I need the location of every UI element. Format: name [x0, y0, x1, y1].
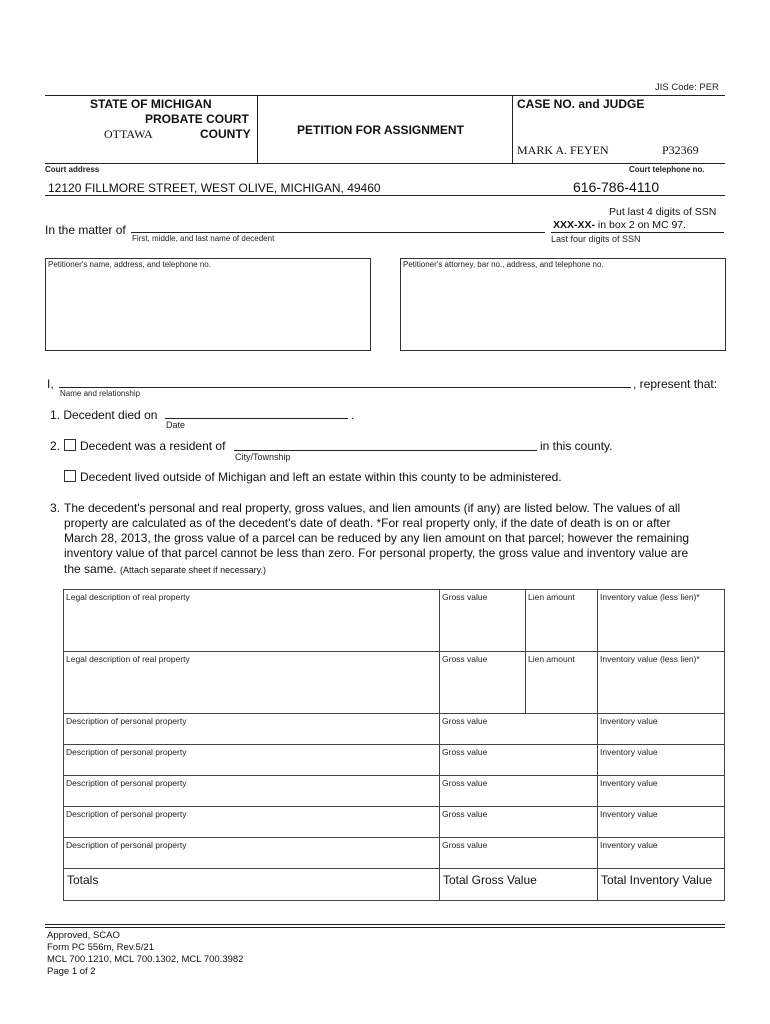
attorney-box[interactable]	[400, 258, 726, 351]
name-relationship-line[interactable]	[59, 387, 631, 388]
court-phone[interactable]: 616-786-4110	[573, 179, 660, 195]
totals-label: Totals	[64, 869, 440, 901]
item-3-last: the same.	[64, 562, 117, 576]
real-property-row	[64, 590, 725, 652]
county-name[interactable]: OTTAWA	[104, 127, 153, 141]
personal-gross-cell[interactable]: Gross value	[440, 745, 598, 776]
real-inventory-cell[interactable]: Inventory value (less lien)*	[598, 652, 725, 714]
item-3-line-5	[64, 562, 266, 576]
ssn-hint-2: in box 2 on MC 97.	[595, 219, 687, 231]
real-lien-cell[interactable]: Lien amount	[526, 652, 598, 714]
address-rule	[45, 195, 725, 196]
header-divider-left	[257, 95, 258, 163]
date-label: Date	[166, 420, 186, 430]
represent-text: , represent that:	[633, 377, 718, 391]
personal-gross-cell[interactable]: Gross value	[440, 807, 598, 838]
personal-property-row	[64, 776, 725, 807]
footer-rule	[45, 924, 725, 925]
resident-option[interactable]	[64, 439, 225, 453]
personal-description-cell[interactable]: Description of personal property	[64, 838, 440, 869]
personal-property-row	[64, 838, 725, 869]
county-label: COUNTY	[200, 127, 251, 141]
footer-rule-2	[45, 927, 725, 928]
total-gross-cell[interactable]: Total Gross Value	[440, 869, 598, 901]
header-top-rule	[45, 95, 725, 96]
item-1-end: .	[351, 408, 355, 422]
court-name: PROBATE COURT	[145, 112, 249, 126]
judge-bar-no[interactable]: P32369	[662, 143, 699, 157]
totals-row	[64, 869, 725, 901]
real-inventory-cell[interactable]: Inventory value (less lien)*	[598, 590, 725, 652]
item-3-note: (Attach separate sheet if necessary.)	[120, 565, 266, 575]
case-label: CASE NO. and JUDGE	[517, 97, 645, 111]
resident-checkbox[interactable]	[64, 439, 76, 451]
personal-description-cell[interactable]: Description of personal property	[64, 776, 440, 807]
item-3-line-3: March 28, 2013, the gross value of a parcel can be reduced by any lien amount on that parcel; however the remaining	[64, 531, 690, 545]
total-inventory-cell[interactable]: Total Inventory Value	[598, 869, 725, 901]
item-3-number: 3.	[50, 501, 61, 515]
i-label: I,	[47, 377, 54, 391]
outside-michigan-text: Decedent lived outside of Michigan and left an estate within this county to be administered.	[80, 470, 562, 484]
personal-gross-cell[interactable]: Gross value	[440, 838, 598, 869]
form-title: PETITION FOR ASSIGNMENT	[297, 123, 464, 137]
attorney-label: Petitioner's attorney, bar no., address, and telephone no.	[403, 260, 604, 269]
personal-gross-cell[interactable]: Gross value	[440, 714, 598, 745]
outside-michigan-checkbox[interactable]	[64, 470, 76, 482]
real-gross-cell[interactable]: Gross value	[440, 590, 526, 652]
real-description-cell[interactable]: Legal description of real property	[64, 652, 440, 714]
header-divider-right	[512, 95, 513, 163]
footer-mcl: MCL 700.1210, MCL 700.1302, MCL 700.3982	[47, 954, 244, 965]
state-name: STATE OF MICHIGAN	[90, 97, 212, 111]
outside-michigan-option[interactable]	[64, 470, 562, 484]
matter-prefix: In the matter of	[45, 223, 126, 237]
personal-inventory-cell[interactable]: Inventory value	[598, 745, 725, 776]
footer-page-number: Page 1 of 2	[47, 966, 96, 977]
real-lien-cell[interactable]: Lien amount	[526, 590, 598, 652]
personal-inventory-cell[interactable]: Inventory value	[598, 838, 725, 869]
footer-approved: Approved, SCAO	[47, 930, 120, 941]
judge-name[interactable]: MARK A. FEYEN	[517, 143, 609, 157]
personal-description-cell[interactable]: Description of personal property	[64, 714, 440, 745]
item-2-number: 2.	[50, 439, 61, 453]
personal-description-cell[interactable]: Description of personal property	[64, 745, 440, 776]
name-relationship-label: Name and relationship	[60, 389, 141, 398]
item-3-line-2: property are calculated as of the decedent's date of death. *For real property only, if the date of death is on or after	[64, 516, 671, 530]
petitioner-box[interactable]	[45, 258, 371, 351]
city-label: City/Township	[235, 452, 291, 462]
personal-inventory-cell[interactable]: Inventory value	[598, 776, 725, 807]
real-description-cell[interactable]: Legal description of real property	[64, 590, 440, 652]
court-address-label: Court address	[45, 165, 100, 174]
personal-inventory-cell[interactable]: Inventory value	[598, 807, 725, 838]
court-address[interactable]: 12120 FILLMORE STREET, WEST OLIVE, MICHIGAN, 49460	[48, 181, 381, 195]
footer-form-number: Form PC 556m, Rev.5/21	[47, 942, 155, 953]
death-date-line[interactable]	[165, 418, 348, 419]
ssn-value: XXX-XX-	[553, 219, 596, 231]
property-table	[63, 589, 725, 901]
item-3-line-1: The decedent's personal and real property, gross values, and lien amounts (if any) are listed below. The values of all	[64, 501, 681, 515]
personal-description-cell[interactable]: Description of personal property	[64, 807, 440, 838]
personal-property-row	[64, 714, 725, 745]
real-property-row	[64, 652, 725, 714]
personal-gross-cell[interactable]: Gross value	[440, 776, 598, 807]
ssn-label: Last four digits of SSN	[551, 234, 641, 244]
personal-inventory-cell[interactable]: Inventory value	[598, 714, 725, 745]
item-3-line-4: inventory value of that parcel cannot be less than zero. For personal property, the gross value and inventory value are	[64, 546, 689, 560]
personal-property-row	[64, 745, 725, 776]
decedent-name-label: First, middle, and last name of decedent	[132, 234, 275, 243]
item-2a-end: in this county.	[540, 439, 613, 453]
court-phone-label: Court telephone no.	[629, 165, 705, 174]
ssn-hint: Put last 4 digits of SSN	[609, 206, 717, 218]
personal-property-row	[64, 807, 725, 838]
jis-code: JIS Code: PER	[655, 82, 719, 93]
city-line[interactable]	[234, 450, 537, 451]
resident-text: Decedent was a resident of	[80, 439, 226, 453]
ssn-line	[551, 232, 724, 233]
real-gross-cell[interactable]: Gross value	[440, 652, 526, 714]
petitioner-label: Petitioner's name, address, and telephone no.	[48, 260, 211, 269]
header-bottom-rule	[45, 163, 725, 164]
item-1: 1. Decedent died on	[50, 408, 158, 422]
ssn-field[interactable]	[553, 219, 686, 231]
decedent-name-line[interactable]	[131, 232, 545, 233]
